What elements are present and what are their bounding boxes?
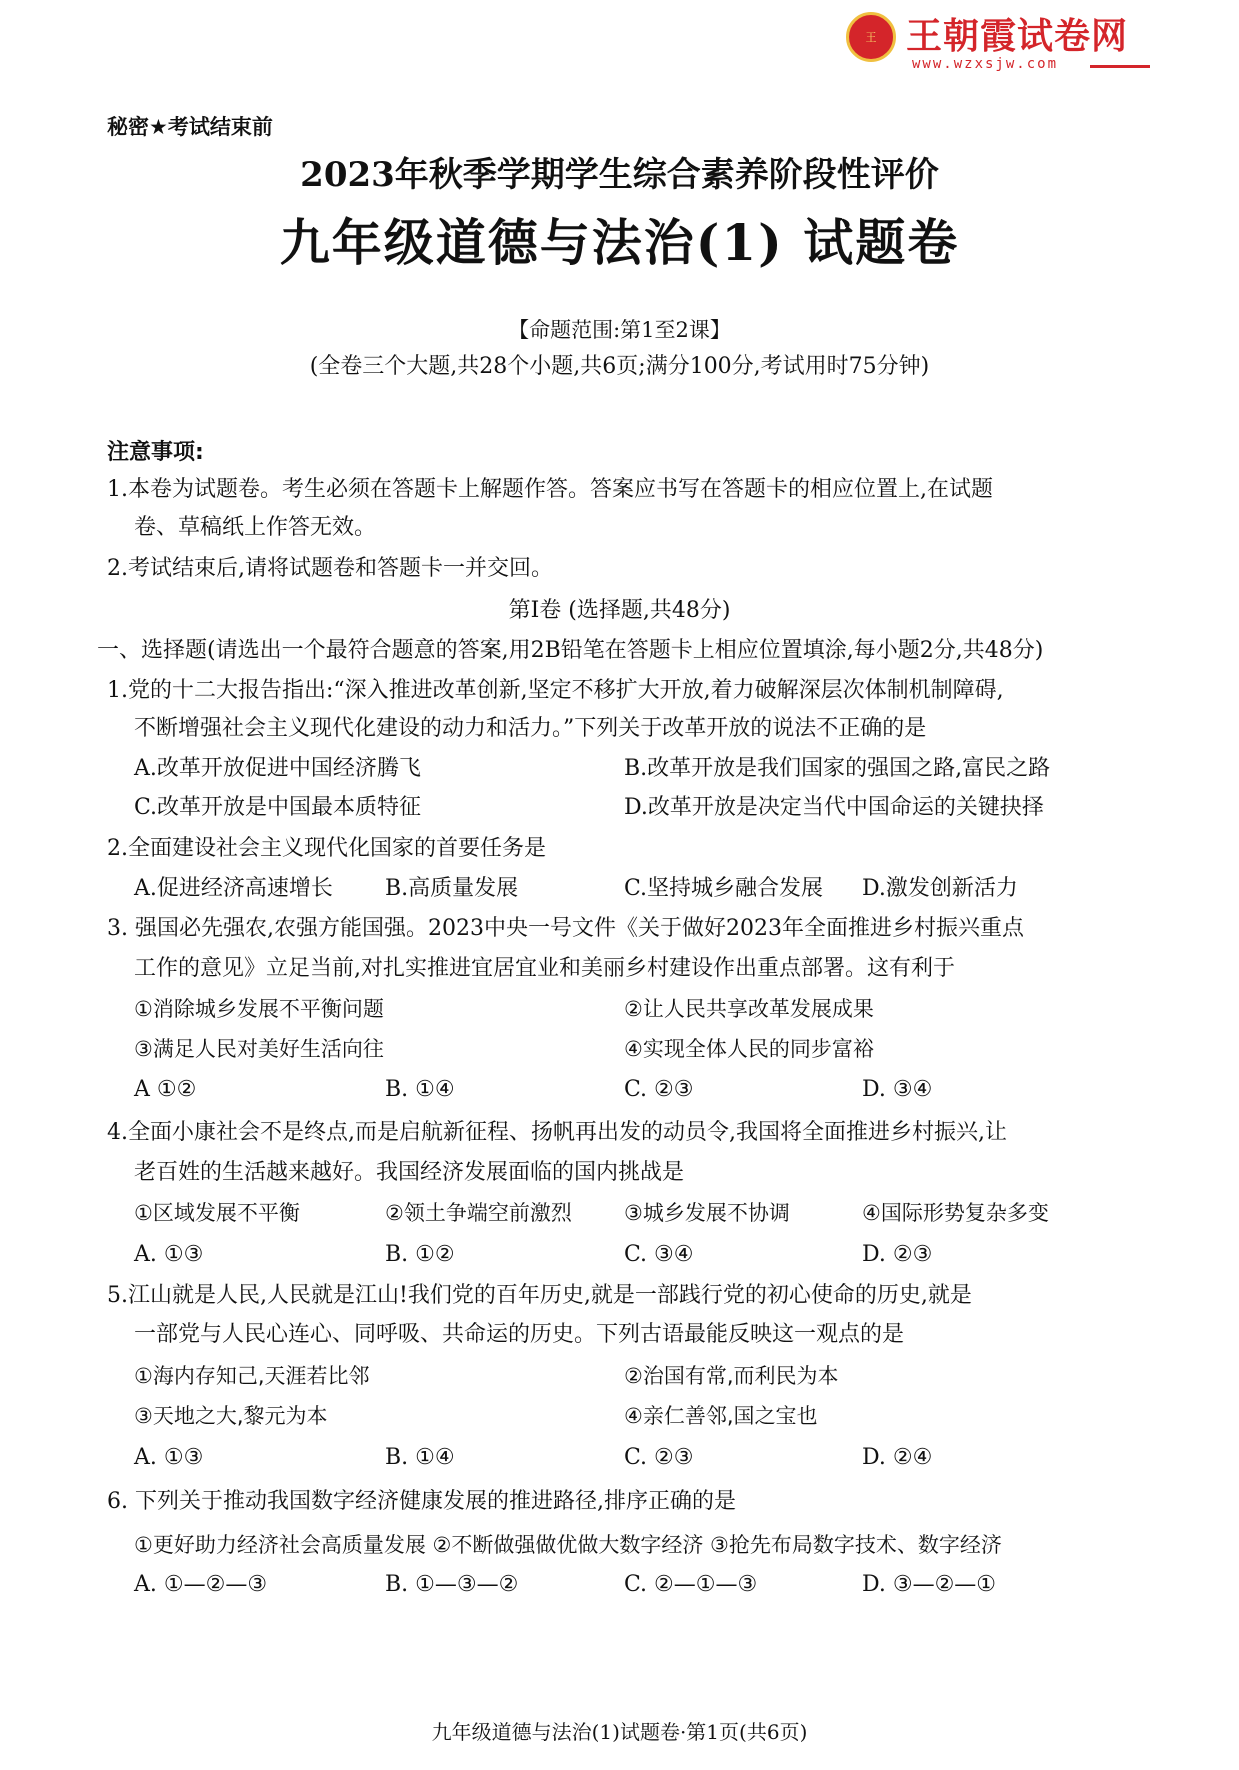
question-1-option-b[interactable]: B.改革开放是我们国家的强国之路,富民之路 [624, 756, 1051, 781]
question-3-statement-2: ②让人民共享改革发展成果 [624, 997, 874, 1021]
seal-icon: 王 [846, 12, 896, 62]
question-4-stem-cont: 老百姓的生活越来越好。我国经济发展面临的国内挑战是 [134, 1160, 685, 1185]
question-4-stem: 4.全面小康社会不是终点,而是启航新征程、扬帆再出发的动员令,我国将全面推进乡村振兴,让 [107, 1120, 1007, 1145]
question-5-option-c[interactable]: C. ②③ [624, 1445, 694, 1470]
question-4-option-b[interactable]: B. ①② [385, 1242, 455, 1267]
question-3-option-d[interactable]: D. ③④ [862, 1077, 933, 1102]
question-5-statement-4: ④亲仁善邻,国之宝也 [624, 1404, 818, 1428]
question-5-stem-cont: 一部党与人民心连心、同呼吸、共命运的历史。下列古语最能反映这一观点的是 [134, 1322, 905, 1347]
question-4-statement-3: ③城乡发展不协调 [624, 1201, 790, 1225]
question-6-option-d[interactable]: D. ③—②—① [862, 1572, 997, 1597]
question-4-option-d[interactable]: D. ②③ [862, 1242, 933, 1267]
question-4-statement-4: ④国际形势复杂多变 [862, 1201, 1049, 1225]
question-6-statements: ①更好助力经济社会高质量发展 ②不断做强做优做大数字经济 ③抢先布局数字技术、数字经济 [134, 1533, 1002, 1557]
question-5-option-d[interactable]: D. ②④ [862, 1445, 933, 1470]
exam-scope: 【命题范围:第1至2课】 [508, 318, 731, 342]
confidential-label: 秘密★考试结束前 [107, 115, 273, 139]
question-6-option-b[interactable]: B. ①—③—② [385, 1572, 519, 1597]
question-2-option-c[interactable]: C.坚持城乡融合发展 [624, 876, 824, 901]
question-1-stem-cont: 不断增强社会主义现代化建设的动力和活力。”下列关于改革开放的说法不正确的是 [134, 716, 927, 741]
part-title: 第Ⅰ卷 (选择题,共48分) [508, 598, 731, 623]
exam-title: 九年级道德与法治(1) 试题卷 [279, 213, 960, 272]
question-3-statement-4: ④实现全体人民的同步富裕 [624, 1037, 874, 1061]
notice-item-1: 1.本卷为试题卷。考生必须在答题卡上解题作答。答案应书写在答题卡的相应位置上,在试题 [107, 477, 993, 502]
question-1-option-c[interactable]: C.改革开放是中国最本质特征 [134, 795, 422, 820]
question-2-stem: 2.全面建设社会主义现代化国家的首要任务是 [107, 836, 546, 861]
question-6-option-a[interactable]: A. ①—②—③ [134, 1572, 268, 1597]
notice-item-1-cont: 卷、草稿纸上作答无效。 [134, 515, 377, 540]
question-4-option-a[interactable]: A. ①③ [134, 1242, 204, 1267]
question-2-option-b[interactable]: B.高质量发展 [385, 876, 519, 901]
question-3-statement-3: ③满足人民对美好生活向往 [134, 1037, 384, 1061]
question-6-option-c[interactable]: C. ②—①—③ [624, 1572, 758, 1597]
question-3-option-a[interactable]: A ①② [134, 1077, 197, 1102]
brand-name: 王朝霞试卷网 [906, 16, 1129, 57]
exam-info: (全卷三个大题,共28个小题,共6页;满分100分,考试用时75分钟) [309, 354, 930, 379]
question-2-option-d[interactable]: D.激发创新活力 [862, 876, 1018, 901]
question-5-statement-1: ①海内存知己,天涯若比邻 [134, 1364, 370, 1388]
section-heading: 一、选择题(请选出一个最符合题意的答案,用2B铅笔在答题卡上相应位置填涂,每小题2分,共48分) [97, 638, 1044, 663]
exam-subtitle: 2023年秋季学期学生综合素养阶段性评价 [300, 155, 939, 195]
page-footer: 九年级道德与法治(1)试题卷·第1页(共6页) [431, 1720, 808, 1744]
question-5-stem: 5.江山就是人民,人民就是江山!我们党的百年历史,就是一部践行党的初心使命的历史,就是 [107, 1283, 972, 1308]
brand-site: www.wzxsjw.com [912, 56, 1059, 72]
question-5-option-a[interactable]: A. ①③ [134, 1445, 204, 1470]
question-3-option-b[interactable]: B. ①④ [385, 1077, 455, 1102]
notice-title: 注意事项: [107, 440, 204, 465]
question-3-option-c[interactable]: C. ②③ [624, 1077, 694, 1102]
question-5-option-b[interactable]: B. ①④ [385, 1445, 455, 1470]
question-3-stem-cont: 工作的意见》立足当前,对扎实推进宜居宜业和美丽乡村建设作出重点部署。这有利于 [134, 956, 955, 981]
question-1-stem: 1.党的十二大报告指出:“深入推进改革创新,坚定不移扩大开放,着力破解深层次体制机制障碍, [107, 678, 1004, 703]
question-5-statement-3: ③天地之大,黎元为本 [134, 1404, 328, 1428]
question-5-statement-2: ②治国有常,而利民为本 [624, 1364, 839, 1388]
brand-logo[interactable] [840, 8, 1160, 78]
decorative-underline [1090, 65, 1150, 68]
question-4-statement-2: ②领土争端空前激烈 [385, 1201, 572, 1225]
question-2-option-a[interactable]: A.促进经济高速增长 [134, 876, 333, 901]
question-3-statement-1: ①消除城乡发展不平衡问题 [134, 997, 384, 1021]
question-1-option-d[interactable]: D.改革开放是决定当代中国命运的关键抉择 [624, 795, 1044, 820]
question-1-option-a[interactable]: A.改革开放促进中国经济腾飞 [134, 756, 421, 781]
question-3-stem: 3. 强国必先强农,农强方能国强。2023中央一号文件《关于做好2023年全面推进乡村振兴重点 [107, 916, 1024, 941]
question-4-option-c[interactable]: C. ③④ [624, 1242, 694, 1267]
question-6-stem: 6. 下列关于推动我国数字经济健康发展的推进路径,排序正确的是 [107, 1489, 736, 1514]
question-4-statement-1: ①区域发展不平衡 [134, 1201, 300, 1225]
notice-item-2: 2.考试结束后,请将试题卷和答题卡一并交回。 [107, 556, 553, 581]
